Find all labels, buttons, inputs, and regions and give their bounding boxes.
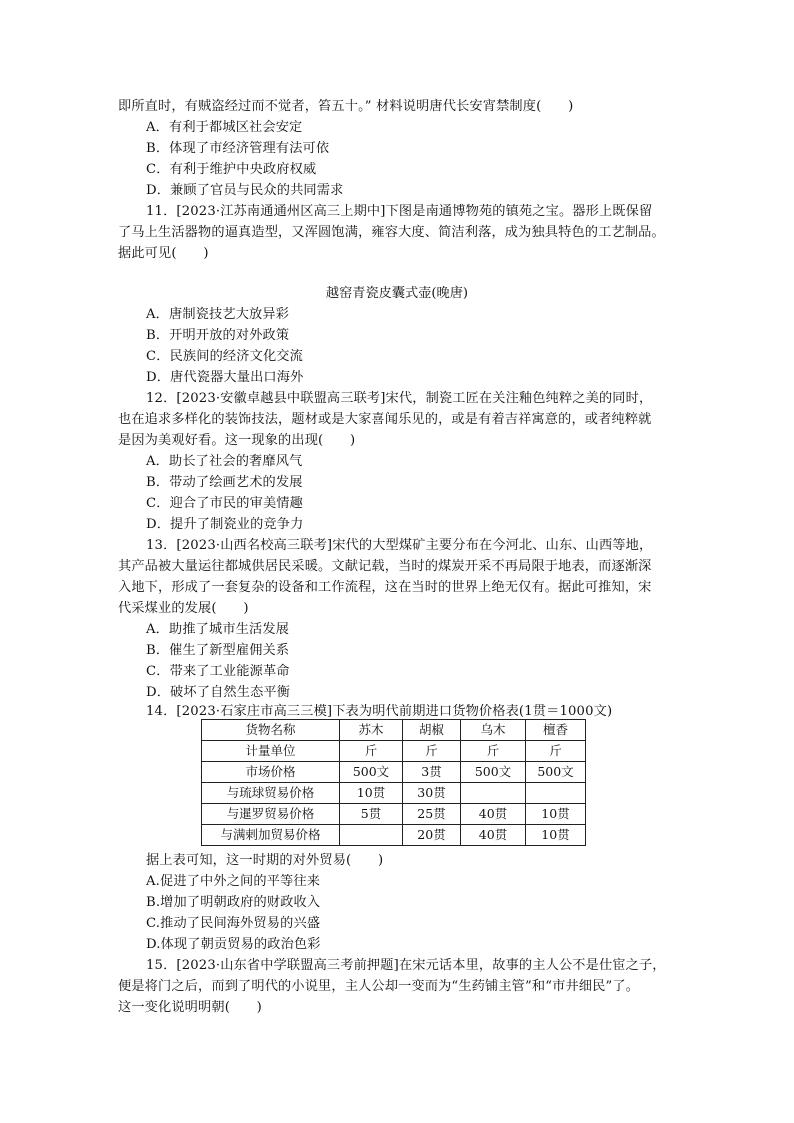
q13-option-a: A．助推了城市生活发展 bbox=[146, 622, 290, 637]
table-cell: 20贯 bbox=[403, 825, 461, 846]
table-cell: 40贯 bbox=[461, 804, 526, 825]
table-cell: 与暹罗贸易价格 bbox=[202, 804, 340, 825]
table-cell: 40贯 bbox=[461, 825, 526, 846]
q14-option-a: A.促进了中外之间的平等往来 bbox=[146, 874, 321, 889]
table-cell: 市场价格 bbox=[202, 762, 340, 783]
table-cell bbox=[526, 783, 586, 804]
table-cell: 计量单位 bbox=[202, 741, 340, 762]
q13-stem-line-2: 其产品被大量运往都城供居民采暖。文献记载，当时的煤炭开采不再局限于地表，而逐渐深 bbox=[118, 559, 652, 574]
table-cell: 500文 bbox=[340, 762, 403, 783]
q13-stem-line-4: 代采煤业的发展( ) bbox=[118, 601, 249, 616]
table-cell: 胡椒 bbox=[403, 720, 461, 741]
table-cell: 30贯 bbox=[403, 783, 461, 804]
table-cell: 斤 bbox=[461, 741, 526, 762]
table-cell: 斤 bbox=[340, 741, 403, 762]
q15-stem-line-3: 这一变化说明明朝( ) bbox=[118, 1000, 262, 1015]
table-row bbox=[202, 762, 586, 783]
q11-option-c: C．民族间的经济文化交流 bbox=[146, 349, 303, 364]
q10-stem: 即所直时，有贼盗经过而不觉者，笞五十。” 材料说明唐代长安宵禁制度( ) bbox=[118, 99, 574, 114]
q14-option-b: B.增加了明朝政府的财政收入 bbox=[146, 895, 321, 910]
table-cell: 货物名称 bbox=[202, 720, 340, 741]
table-cell: 与琉球贸易价格 bbox=[202, 783, 340, 804]
table-cell: 10贯 bbox=[340, 783, 403, 804]
q11-stem-line-1: 11．[2023·江苏南通通州区高三上期中]下图是南通博物苑的镇苑之宝。器形上既保留 bbox=[146, 204, 653, 219]
q14-option-c: C.推动了民间海外贸易的兴盛 bbox=[146, 916, 321, 931]
table-cell bbox=[340, 825, 403, 846]
q15-stem-line-1: 15．[2023·山东省中学联盟高三考前押题]在宋元话本里，故事的主人公不是仕宦之子， bbox=[146, 958, 666, 973]
table-cell: 10贯 bbox=[526, 825, 586, 846]
table-row bbox=[202, 741, 586, 762]
table-cell: 5贯 bbox=[340, 804, 403, 825]
q13-stem-line-1: 13．[2023·山西名校高三联考]宋代的大型煤矿主要分布在今河北、山东、山西等地， bbox=[146, 538, 653, 553]
q10-option-c: C．有利于维护中央政府权威 bbox=[146, 162, 317, 177]
table-cell: 10贯 bbox=[526, 804, 586, 825]
table-cell: 斤 bbox=[526, 741, 586, 762]
table-row bbox=[202, 825, 586, 846]
table-cell: 乌木 bbox=[461, 720, 526, 741]
q11-option-b: B．开明开放的对外政策 bbox=[146, 328, 290, 343]
q15-stem-line-2: 便是将门之后，而到了明代的小说里，主人公却一变而为“生药铺主管”和“市井细民”了。 bbox=[118, 979, 640, 994]
table-cell: 500文 bbox=[461, 762, 526, 783]
q14-option-d: D.体现了朝贡贸易的政治色彩 bbox=[146, 937, 321, 952]
q12-option-b: B．带动了绘画艺术的发展 bbox=[146, 475, 303, 490]
q10-option-a: A．有利于都城区社会安定 bbox=[146, 120, 303, 135]
q11-stem-line-2: 了马上生活器物的逼真造型，又浑圆饱满，雍容大度、简洁利落，成为独具特色的工艺制品。 bbox=[118, 225, 665, 240]
table-cell: 25贯 bbox=[403, 804, 461, 825]
table-row bbox=[202, 783, 586, 804]
q11-figure-caption: 越窑青瓷皮囊式壶(晚唐) bbox=[325, 286, 469, 301]
q12-option-a: A．助长了社会的奢靡风气 bbox=[146, 454, 303, 469]
q11-option-a: A．唐制瓷技艺大放异彩 bbox=[146, 307, 290, 322]
table-cell: 檀香 bbox=[526, 720, 586, 741]
price-table bbox=[201, 719, 586, 846]
q13-option-d: D．破坏了自然生态平衡 bbox=[146, 685, 291, 700]
table-row bbox=[202, 720, 586, 741]
q12-stem-line-2: 也在追求多样化的装饰技法，题材或是大家喜闻乐见的，或是有着吉祥寓意的，或者纯粹就 bbox=[118, 412, 652, 427]
q14-after-table: 据上表可知，这一时期的对外贸易( ) bbox=[146, 853, 384, 868]
q12-option-d: D．提升了制瓷业的竞争力 bbox=[146, 517, 304, 532]
table-cell: 500文 bbox=[526, 762, 586, 783]
q12-option-c: C．迎合了市民的审美情趣 bbox=[146, 496, 303, 511]
q14-stem: 14．[2023·石家庄市高三三模]下表为明代前期进口货物价格表(1贯＝1000文) bbox=[146, 704, 613, 719]
q13-stem-line-3: 入地下，形成了一套复杂的设备和工作流程，这在当时的世界上绝无仅有。据此可推知，宋 bbox=[118, 580, 652, 595]
q13-option-b: B．催生了新型雇佣关系 bbox=[146, 643, 290, 658]
q11-option-d: D．唐代瓷器大量出口海外 bbox=[146, 370, 304, 385]
q11-stem-line-3: 据此可见( ) bbox=[118, 246, 209, 261]
q12-stem-line-3: 是因为美观好看。这一现象的出现( ) bbox=[118, 433, 356, 448]
q13-option-c: C．带来了工业能源革命 bbox=[146, 664, 290, 679]
table-cell bbox=[461, 783, 526, 804]
q10-option-b: B．体现了市经济管理有法可依 bbox=[146, 141, 330, 156]
table-cell: 与满剌加贸易价格 bbox=[202, 825, 340, 846]
q10-option-d: D．兼顾了官员与民众的共同需求 bbox=[146, 183, 344, 198]
q12-stem-line-1: 12．[2023·安徽卓越县中联盟高三联考]宋代，制瓷工匠在关注釉色纯粹之美的同时， bbox=[146, 391, 653, 406]
table-cell: 苏木 bbox=[340, 720, 403, 741]
table-row bbox=[202, 804, 586, 825]
table-cell: 斤 bbox=[403, 741, 461, 762]
table-cell: 3贯 bbox=[403, 762, 461, 783]
